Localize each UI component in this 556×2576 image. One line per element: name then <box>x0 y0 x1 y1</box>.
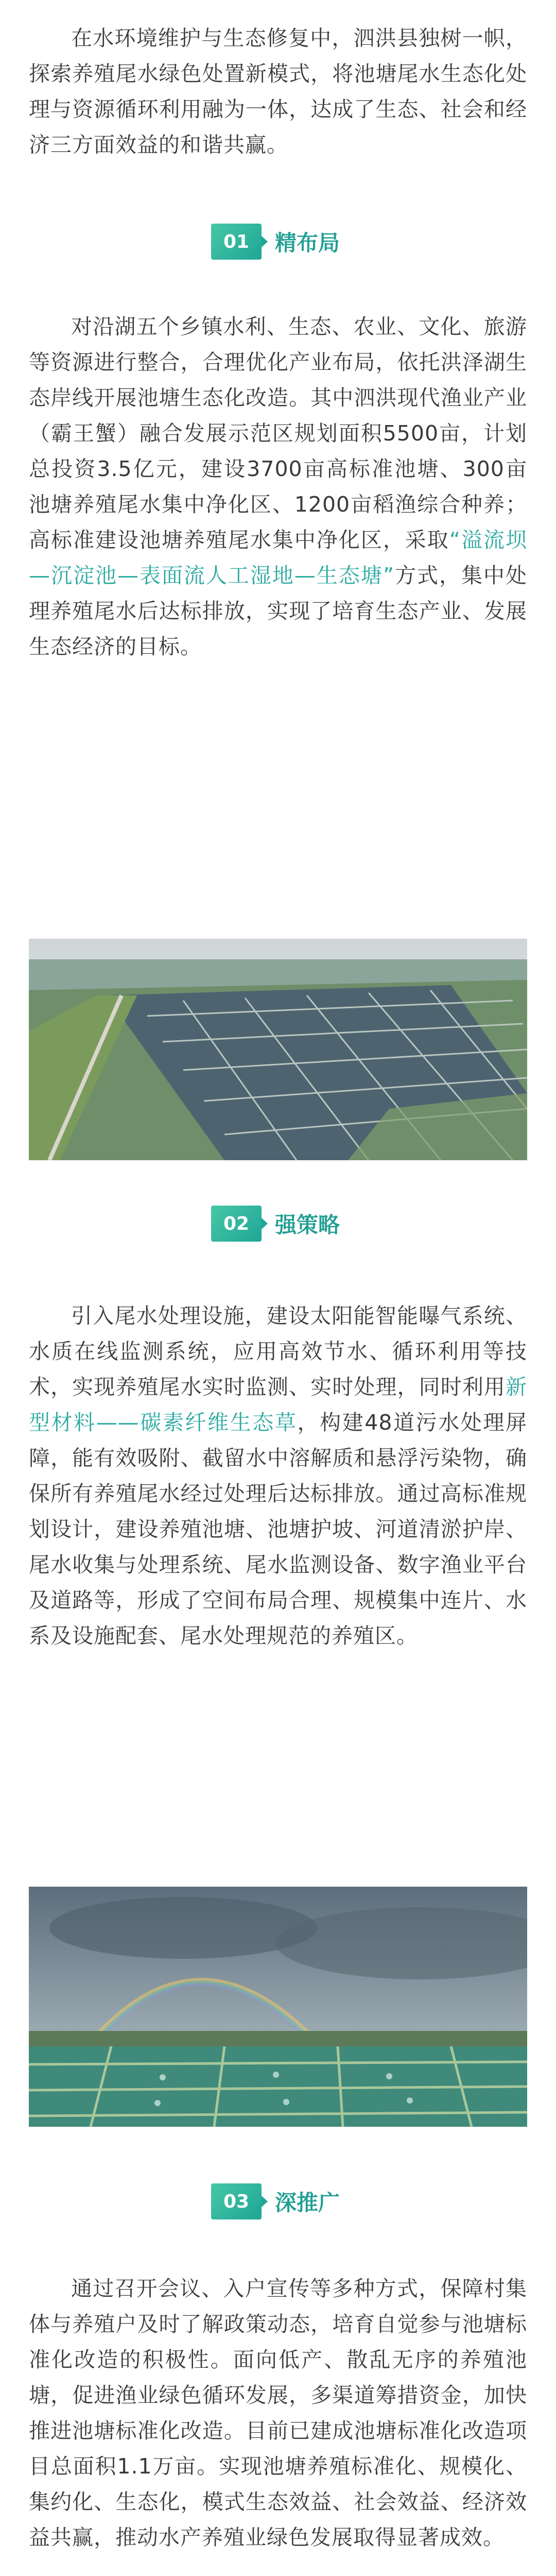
section-01-text-start: 对沿湖五个乡镇水利、生态、农业、文化、旅游等资源进行整合，合理优化产业布局，依托洪泽湖生态岸线开展池塘生态化改造。其中泗洪现代渔业产业（霸王蟹）融合发展示范区规划面积5500亩，计划总投资3.5亿元，建设3700亩高标准池塘、300亩池塘养殖尾水集中净化区、1200亩稻渔综合种养；高标准建设池塘养殖尾水集中净化区，采取 <box>29 314 527 552</box>
section-02-text-end: ，构建48道污水处理屏障，能有效吸附、截留水中溶解质和悬浮污染物，确保所有养殖尾水经过处理后达标排放。通过高标准规划设计，建设养殖池塘、池塘护坡、河道清淤护岸、尾水收集与处理系统、尾水监测设备、数字渔业平台及道路等，形成了空间布局合理、规模集中连片、水系及设施配套、尾水处理规范的养殖区。 <box>29 1410 528 1648</box>
intro-paragraph: 在水环境维护与生态修复中，泗洪县独树一帜，探索养殖尾水绿色处置新模式，将池塘尾水生态化处理与资源循环利用融为一体，达成了生态、社会和经济三方面效益的和谐共赢。 <box>29 26 527 157</box>
section-header-01 <box>211 224 340 260</box>
section-01-highlight: “溢流坝—沉淀池—表面流人工湿地—生态塘” <box>29 528 528 588</box>
section-number-badge: 03 <box>211 2183 262 2219</box>
section-title: 强策略 <box>275 1212 340 1238</box>
section-01-paragraph <box>29 309 527 665</box>
section-03-paragraph: 通过召开会议、入户宣传等多种方式，保障村集体与养殖户及时了解政策动态，培育自觉参与池塘标准化改造的积极性。面向低产、散乱无序的养殖池塘，促进渔业绿色循环发展，多渠道筹措资金，加快推进池塘标准化改造。目前已建成池塘标准化改造项目总面积1.1万亩。实现池塘养殖标准化、规模化、集约化、生态化，模式生态效益、社会效益、经济效益共赢，推动水产养殖业绿色发展取得显著成效。 <box>29 2276 527 2550</box>
section-title: 精布局 <box>275 230 340 256</box>
aerial-pond-photo <box>29 939 527 1160</box>
section-title: 深推广 <box>275 2190 340 2215</box>
section-header-02 <box>211 1206 340 1242</box>
section-01-text-end: 方式，集中处理养殖尾水后达标排放，实现了培育生态产业、发展生态经济的目标。 <box>29 563 527 659</box>
section-02-highlight: 新型材料——碳素纤维生态草 <box>29 1375 527 1435</box>
rainbow-pond-photo <box>29 1887 527 2127</box>
section-header-03 <box>211 2183 340 2219</box>
section-number-badge: 01 <box>211 224 262 260</box>
section-number-badge: 02 <box>211 1206 262 1242</box>
section-02-text-start: 引入尾水处理设施，建设太阳能智能曝气系统、水质在线监测系统，应用高效节水、循环利用等技术，实现养殖尾水实时监测、实时处理，同时利用 <box>29 1303 527 1399</box>
section-02-paragraph <box>29 1298 527 1654</box>
